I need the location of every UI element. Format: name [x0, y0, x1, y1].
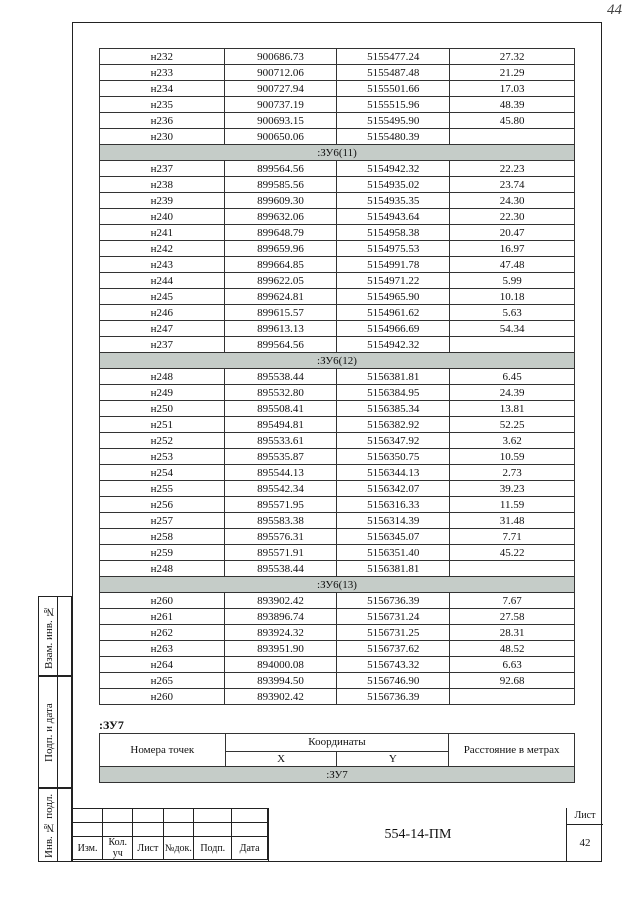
point-number-cell: н259: [100, 545, 225, 561]
distance-cell: 45.22: [450, 545, 575, 561]
distance-cell: 24.39: [450, 385, 575, 401]
table-row: [100, 241, 575, 257]
stamp-data: Дата: [232, 837, 268, 860]
point-number-cell: н234: [100, 81, 225, 97]
y-coordinate-cell: 5154991.78: [337, 257, 450, 273]
coordinates-table: [99, 48, 575, 705]
y-coordinate-cell: 5156316.33: [337, 497, 450, 513]
y-coordinate-cell: 5156743.32: [337, 657, 450, 673]
x-coordinate-cell: 899613.13: [224, 321, 337, 337]
point-number-cell: н248: [100, 369, 225, 385]
distance-cell: 23.74: [450, 177, 575, 193]
point-number-cell: н235: [100, 97, 225, 113]
point-number-cell: н254: [100, 465, 225, 481]
point-number-cell: н241: [100, 225, 225, 241]
point-number-cell: н256: [100, 497, 225, 513]
x-coordinate-cell: 895535.87: [224, 449, 337, 465]
distance-cell: 22.30: [450, 209, 575, 225]
section-title-zu7: :ЗУ7: [99, 718, 124, 732]
distance-cell: 27.32: [450, 49, 575, 65]
x-coordinate-cell: 899615.57: [224, 305, 337, 321]
side-stamp-podp-data: [38, 676, 72, 788]
y-coordinate-cell: 5156381.81: [337, 369, 450, 385]
point-number-cell: н240: [100, 209, 225, 225]
y-coordinate-cell: 5156737.62: [337, 641, 450, 657]
x-coordinate-cell: 894000.08: [224, 657, 337, 673]
y-coordinate-cell: 5156382.92: [337, 417, 450, 433]
table-row: [100, 225, 575, 241]
point-number-cell: н237: [100, 337, 225, 353]
distance-cell: 3.62: [450, 433, 575, 449]
point-number-cell: н261: [100, 609, 225, 625]
document-code: 554-14-ПМ: [268, 808, 567, 862]
distance-cell: 24.30: [450, 193, 575, 209]
group-header-row: [100, 353, 575, 369]
point-number-cell: н245: [100, 289, 225, 305]
point-number-cell: н247: [100, 321, 225, 337]
point-number-cell: н243: [100, 257, 225, 273]
point-number-cell: н248: [100, 561, 225, 577]
x-coordinate-cell: 899585.56: [224, 177, 337, 193]
table-row: [100, 129, 575, 145]
table-row: [100, 689, 575, 705]
group-header-title: :ЗУ6(13): [100, 577, 575, 593]
distance-cell: 6.45: [450, 369, 575, 385]
group-header-row: [100, 577, 575, 593]
point-number-cell: н253: [100, 449, 225, 465]
table-row: [100, 673, 575, 689]
distance-cell: [450, 337, 575, 353]
distance-cell: 5.63: [450, 305, 575, 321]
header-distance: Расстояние в метрах: [449, 734, 575, 767]
point-number-cell: н263: [100, 641, 225, 657]
y-coordinate-cell: 5155515.96: [337, 97, 450, 113]
distance-cell: 6.63: [450, 657, 575, 673]
y-coordinate-cell: 5156345.07: [337, 529, 450, 545]
y-coordinate-cell: 5154942.32: [337, 161, 450, 177]
point-number-cell: н232: [100, 49, 225, 65]
distance-cell: [450, 129, 575, 145]
table-row: [100, 385, 575, 401]
page-corner-number: 44: [607, 2, 622, 18]
y-coordinate-cell: 5156314.39: [337, 513, 450, 529]
side-stamp-vzam-inv: [38, 596, 72, 676]
table-row: [100, 193, 575, 209]
distance-cell: 20.47: [450, 225, 575, 241]
distance-cell: 11.59: [450, 497, 575, 513]
y-coordinate-cell: 5154935.02: [337, 177, 450, 193]
distance-cell: 7.67: [450, 593, 575, 609]
point-number-cell: н265: [100, 673, 225, 689]
table-row: [100, 305, 575, 321]
side-label-podp-data: Подп. и дата: [43, 703, 55, 763]
distance-cell: 92.68: [450, 673, 575, 689]
table-row: [100, 625, 575, 641]
table-row: [100, 177, 575, 193]
table-row: [100, 561, 575, 577]
x-coordinate-cell: 899624.81: [224, 289, 337, 305]
y-coordinate-cell: 5156736.39: [337, 689, 450, 705]
side-label-inv-podl: Инв. № подл.: [43, 793, 55, 859]
distance-cell: 39.23: [450, 481, 575, 497]
y-coordinate-cell: 5154961.62: [337, 305, 450, 321]
stamp-ndok: №док.: [163, 837, 194, 860]
table-row: [100, 161, 575, 177]
x-coordinate-cell: 895576.31: [224, 529, 337, 545]
distance-cell: 7.71: [450, 529, 575, 545]
stamp-list: Лист: [133, 837, 163, 860]
distance-cell: 52.25: [450, 417, 575, 433]
point-number-cell: н252: [100, 433, 225, 449]
distance-cell: 48.52: [450, 641, 575, 657]
point-number-cell: н239: [100, 193, 225, 209]
y-coordinate-cell: 5155495.90: [337, 113, 450, 129]
y-coordinate-cell: 5154943.64: [337, 209, 450, 225]
group-header-zu7: :ЗУ7: [100, 767, 575, 783]
y-coordinate-cell: 5156381.81: [337, 561, 450, 577]
table-row: [100, 593, 575, 609]
point-number-cell: н242: [100, 241, 225, 257]
distance-cell: 10.18: [450, 289, 575, 305]
y-coordinate-cell: 5154958.38: [337, 225, 450, 241]
distance-cell: 45.80: [450, 113, 575, 129]
y-coordinate-cell: 5155480.39: [337, 129, 450, 145]
distance-cell: 28.31: [450, 625, 575, 641]
header-point-numbers: Номера точек: [100, 734, 226, 767]
distance-cell: 21.29: [450, 65, 575, 81]
sheet-number: 42: [579, 837, 591, 849]
x-coordinate-cell: 895571.95: [224, 497, 337, 513]
point-number-cell: н250: [100, 401, 225, 417]
distance-cell: 48.39: [450, 97, 575, 113]
x-coordinate-cell: 895494.81: [224, 417, 337, 433]
distance-cell: 22.23: [450, 161, 575, 177]
y-coordinate-cell: 5154942.32: [337, 337, 450, 353]
header-y: Y: [337, 751, 449, 766]
x-coordinate-cell: 893924.32: [224, 625, 337, 641]
y-coordinate-cell: 5155477.24: [337, 49, 450, 65]
distance-cell: 31.48: [450, 513, 575, 529]
side-label-vzam-inv: Взам. инв. №: [43, 605, 55, 669]
x-coordinate-cell: 893902.42: [224, 593, 337, 609]
table-row: [100, 417, 575, 433]
distance-cell: 16.97: [450, 241, 575, 257]
table-row: [100, 433, 575, 449]
x-coordinate-cell: 895532.80: [224, 385, 337, 401]
x-coordinate-cell: 900712.06: [224, 65, 337, 81]
y-coordinate-cell: 5155487.48: [337, 65, 450, 81]
point-number-cell: н257: [100, 513, 225, 529]
y-coordinate-cell: 5156736.39: [337, 593, 450, 609]
distance-cell: 13.81: [450, 401, 575, 417]
table-row: [100, 465, 575, 481]
distance-cell: [450, 689, 575, 705]
distance-cell: [450, 561, 575, 577]
y-coordinate-cell: 5155501.66: [337, 81, 450, 97]
table-row: [100, 81, 575, 97]
table-row: [100, 97, 575, 113]
group-header-row: [100, 145, 575, 161]
x-coordinate-cell: 895538.44: [224, 561, 337, 577]
x-coordinate-cell: 900737.19: [224, 97, 337, 113]
y-coordinate-cell: 5156350.75: [337, 449, 450, 465]
table-row: [100, 273, 575, 289]
stamp-kol-uch: Кол. уч: [103, 837, 133, 860]
distance-cell: 27.58: [450, 609, 575, 625]
zu7-header-table: [99, 733, 575, 783]
point-number-cell: н244: [100, 273, 225, 289]
y-coordinate-cell: 5156342.07: [337, 481, 450, 497]
table-row: [100, 641, 575, 657]
point-number-cell: н264: [100, 657, 225, 673]
distance-cell: 5.99: [450, 273, 575, 289]
x-coordinate-cell: 893896.74: [224, 609, 337, 625]
point-number-cell: н230: [100, 129, 225, 145]
distance-cell: 2.73: [450, 465, 575, 481]
group-header-title: :ЗУ6(12): [100, 353, 575, 369]
point-number-cell: н233: [100, 65, 225, 81]
point-number-cell: н237: [100, 161, 225, 177]
distance-cell: 54.34: [450, 321, 575, 337]
side-stamp-inv-podl: [38, 788, 72, 862]
y-coordinate-cell: 5156385.34: [337, 401, 450, 417]
x-coordinate-cell: 899664.85: [224, 257, 337, 273]
table-row: [100, 513, 575, 529]
point-number-cell: н251: [100, 417, 225, 433]
table-row: [100, 481, 575, 497]
y-coordinate-cell: 5156344.13: [337, 465, 450, 481]
table-row: [100, 289, 575, 305]
point-number-cell: н260: [100, 593, 225, 609]
stamp-podp: Подп.: [194, 837, 232, 860]
y-coordinate-cell: 5156384.95: [337, 385, 450, 401]
x-coordinate-cell: 900650.06: [224, 129, 337, 145]
table-row: [100, 369, 575, 385]
table-row: [100, 657, 575, 673]
y-coordinate-cell: 5156746.90: [337, 673, 450, 689]
x-coordinate-cell: 899564.56: [224, 161, 337, 177]
x-coordinate-cell: 895508.41: [224, 401, 337, 417]
table-row: [100, 65, 575, 81]
sheet-box: [566, 808, 603, 862]
x-coordinate-cell: 899609.30: [224, 193, 337, 209]
table-row: [100, 209, 575, 225]
x-coordinate-cell: 895583.38: [224, 513, 337, 529]
header-coordinates: Координаты: [225, 734, 448, 752]
x-coordinate-cell: 900727.94: [224, 81, 337, 97]
table-row: [100, 321, 575, 337]
table-row: [100, 545, 575, 561]
x-coordinate-cell: 899564.56: [224, 337, 337, 353]
point-number-cell: н246: [100, 305, 225, 321]
y-coordinate-cell: 5154975.53: [337, 241, 450, 257]
x-coordinate-cell: 895571.91: [224, 545, 337, 561]
x-coordinate-cell: 895542.34: [224, 481, 337, 497]
table-row: [100, 609, 575, 625]
x-coordinate-cell: 895544.13: [224, 465, 337, 481]
table-row: [100, 401, 575, 417]
y-coordinate-cell: 5154965.90: [337, 289, 450, 305]
x-coordinate-cell: 899622.05: [224, 273, 337, 289]
y-coordinate-cell: 5154935.35: [337, 193, 450, 209]
point-number-cell: н258: [100, 529, 225, 545]
table-row: [100, 337, 575, 353]
y-coordinate-cell: 5156731.24: [337, 609, 450, 625]
stamp-izm: Изм.: [73, 837, 103, 860]
point-number-cell: н238: [100, 177, 225, 193]
table-row: [100, 529, 575, 545]
table-row: [100, 497, 575, 513]
x-coordinate-cell: 893951.90: [224, 641, 337, 657]
table-row: [100, 49, 575, 65]
x-coordinate-cell: 895533.61: [224, 433, 337, 449]
distance-cell: 10.59: [450, 449, 575, 465]
y-coordinate-cell: 5156347.92: [337, 433, 450, 449]
point-number-cell: н260: [100, 689, 225, 705]
y-coordinate-cell: 5156731.25: [337, 625, 450, 641]
x-coordinate-cell: 899632.06: [224, 209, 337, 225]
x-coordinate-cell: 893902.42: [224, 689, 337, 705]
point-number-cell: н236: [100, 113, 225, 129]
sheet-label: Лист: [567, 808, 603, 825]
x-coordinate-cell: 893994.50: [224, 673, 337, 689]
y-coordinate-cell: 5154966.69: [337, 321, 450, 337]
table-row: [100, 257, 575, 273]
distance-cell: 17.03: [450, 81, 575, 97]
table-row: [100, 449, 575, 465]
x-coordinate-cell: 899648.79: [224, 225, 337, 241]
distance-cell: 47.48: [450, 257, 575, 273]
y-coordinate-cell: 5156351.40: [337, 545, 450, 561]
x-coordinate-cell: 895538.44: [224, 369, 337, 385]
x-coordinate-cell: 900693.15: [224, 113, 337, 129]
y-coordinate-cell: 5154971.22: [337, 273, 450, 289]
table-row: [100, 113, 575, 129]
x-coordinate-cell: 899659.96: [224, 241, 337, 257]
point-number-cell: н255: [100, 481, 225, 497]
group-header-title: :ЗУ6(11): [100, 145, 575, 161]
x-coordinate-cell: 900686.73: [224, 49, 337, 65]
point-number-cell: н249: [100, 385, 225, 401]
header-x: X: [225, 751, 337, 766]
title-block: [72, 808, 602, 862]
point-number-cell: н262: [100, 625, 225, 641]
